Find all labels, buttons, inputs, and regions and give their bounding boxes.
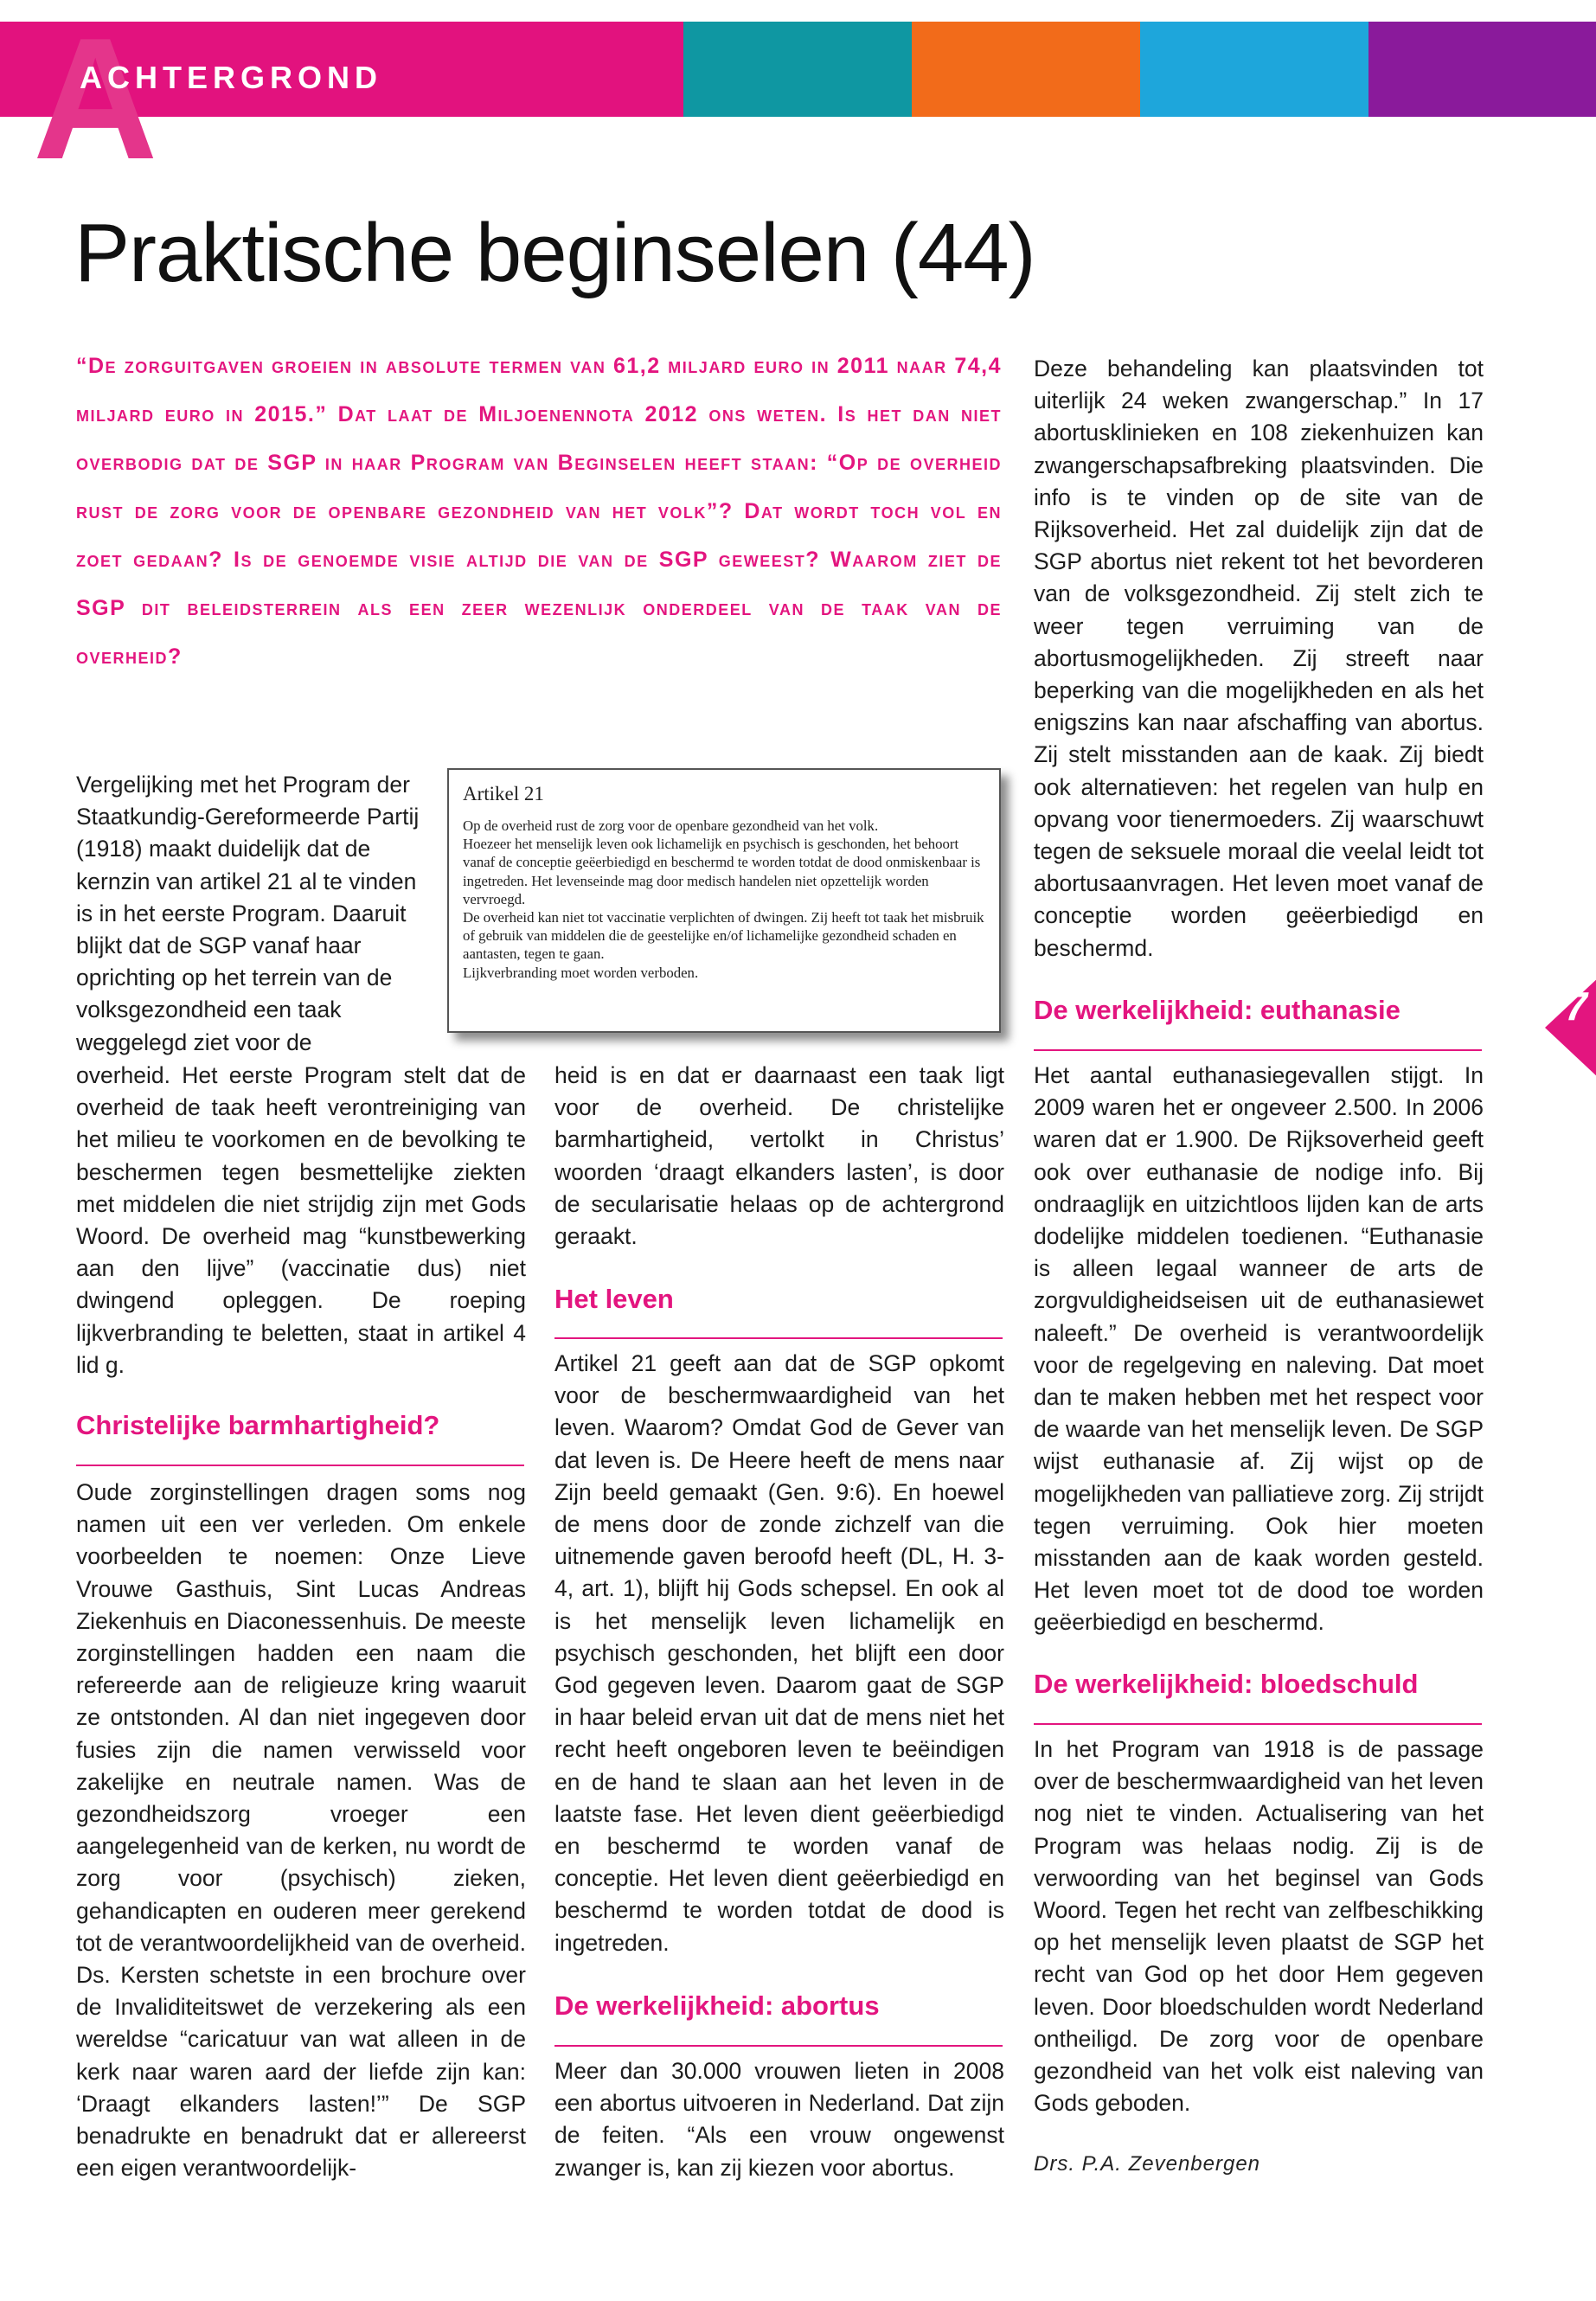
column-2-bottom (554, 2055, 1004, 2184)
col2-paragraph-2: Artikel 21 geeft aan dat de SGP opkomt voor de beschermwaardigheid van het leven. Waarom? Omdat God de Gever van dat leven is. De Heere heeft de mens naar Zijn beeld gemaakt (Gen. 9:6). En hoewel de mens door de zonde zichzelf van die uitnemende gaven beroofd heeft (DL, H. 3-4, art. 1), blijft hij Gods schepsel. En ook al is het menselijk leven lichamelijk en psychisch geschonden, het blijft een door God gegeven leven. Daarom gaat de SGP in haar beleid ervan uit dat de mens niet het recht heeft ongeboren leven te beëindigen en de hand te slaan aan het leven in de laatste fase. Het leven dient geëerbiedigd en beschermd te worden vanaf de conceptie. Het leven dient geëerbiedigd en beschermd te worden totdat de dood is ingetreden. (554, 1350, 1004, 1956)
column-2-middle (554, 1348, 1004, 1959)
col3-heading-2-wrap (1034, 1666, 1484, 1702)
artikel-box-text (463, 817, 985, 982)
artikel-box-title: Artikel 21 (463, 783, 544, 804)
page-number: 7 (1565, 984, 1587, 1029)
artikel-paragraph: Hoezeer het menselijk leven ook lichamelijk en psychisch is geschonden, het behoort vanaf de conceptie geëerbiedigd en beschermd te worden totdat de dood onmiskenbaar is ingetreden. Het levenseinde mag door medisch handelen niet opzettelijk worden vervroegd. (463, 836, 981, 907)
artikel-21-box (447, 768, 1001, 1033)
stripe-segment-purple (1368, 22, 1596, 117)
stripe-segment-orange (912, 22, 1140, 117)
intro-lead: “De zorguitgaven groeien in absolute termen van 61,2 miljard euro in 2011 naar 74,4 miljard euro in 2015.” Dat laat de Miljoenennota 2012 ons weten. Is het dan niet overbodig dat de SGP in haar Program van Beginselen heeft staan: “Op de overheid rust de zorg voor de openbare gezondheid van het volk”? Dat wordt toch vol en zoet gedaan? Is de genoemde visie altijd die van de SGP geweest? Waarom ziet de SGP dit beleidsterrein als een zeer wezenlijk onderdeel van de taak van de overheid? (76, 354, 1003, 669)
col1-heading-wrap (76, 1407, 526, 1444)
heading-rule (76, 1465, 524, 1466)
col2-heading-1-wrap (554, 1281, 1004, 1317)
col2-paragraph-1: heid is en dat er daarnaast een taak ligt voor de overheid. De christelijke barmhartigheid, vertolkt in Christus’ woorden ‘draagt elkanders lasten’, is door de secularisatie helaas op de achtergrond geraakt. (554, 1062, 1004, 1250)
col2-heading-2-wrap (554, 1988, 1004, 2024)
heading-rule (554, 2045, 1003, 2047)
column-3-middle (1034, 1060, 1484, 1639)
heading-rule (554, 1337, 1003, 1339)
heading-abortus: De werkelijkheid: abortus (554, 1990, 880, 2021)
author-byline: Drs. P.A. Zevenbergen (1034, 2152, 1261, 2176)
artikel-paragraph: De overheid kan niet tot vaccinatie verplichten of dwingen. Zij heeft tot taak het misbruik of gebruik van middelen die de geestelijke en/of lichamelijke gezondheid schaden en aantasten, tegen te gaan. (463, 909, 984, 963)
col1-paragraph-1-rest: overheid. Het eerste Program stelt dat de overheid de taak heeft verontreiniging van het milieu te voorkomen en de bevolking te beschermen tegen besmettelijke ziekten met middelen die niet strijdig zijn met Gods Woord. De overheid mag “kunstbewerking aan den lijve” (vaccinatie dus) niet dwingend opleggen. De roeping lijkverbranding te beletten, staat in artikel 4 lid g. (76, 1062, 526, 1378)
stripe-segment-teal (683, 22, 912, 117)
col3-heading-1-wrap (1034, 992, 1484, 1029)
col3-paragraph-2: Het aantal euthanasiegevallen stijgt. In 2009 waren het er ongeveer 2.500. In 2006 waren dat er 1.900. De Rijksoverheid geeft ook over euthanasie de nodige info. Bij ondraaglijk en uitzichtloos lijden kan de arts dodelijke middelen toedienen. “Euthanasie is alleen legaal wanneer de arts de zorgvuldigheidseisen uit de euthanasiewet naleeft.” De overheid is verantwoordelijk voor de regelgeving en naleving. Dat moet dan te maken hebben met het respect voor de waarde van het menselijk leven. De SGP wijst euthanasie af. Zij wijst op de mogelijkheden van palliatieve zorg. Zij strijdt tegen verruiming. Ook hier moeten misstanden aan de kaak worden gesteld. Het leven moet tot de dood toe worden geëerbiedigd en beschermd. (1034, 1062, 1484, 1636)
section-letter-logo: A (33, 30, 158, 169)
heading-het-leven: Het leven (554, 1284, 674, 1314)
heading-bloedschuld: De werkelijkheid: bloedschuld (1034, 1669, 1419, 1699)
col1-paragraph-2: Oude zorginstellingen dragen soms nog namen uit een ver verleden. Om enkele voorbeelden te noemen: Onze Lieve Vrouwe Gasthuis, Sint Lucas Andreas Ziekenhuis en Diaconessenhuis. De meeste zorginstellingen hadden een naam die refereerde aan de religieuze kring waaruit ze ontstonden. Al dan niet ingegeven door fusies zijn die namen verwisseld voor zakelijke en neutrale namen. Was de gezondheidszorg vroeger een aangelegenheid van de kerken, nu wordt de zorg voor (psychisch) zieken, gehandicapten en ouderen meer gerekend tot de verantwoordelijkheid van de overheid. Ds. Kersten schetste in een brochure over de Invaliditeitswet de verzekering als een wereldse “caricatuur van wat alleen in de kerk naar waren aard der liefde zijn kan: ‘Draagt elkanders lasten!’” De SGP benadrukte en benadrukt dat er allereerst een eigen verantwoordelijk- (76, 1479, 526, 2182)
column-1 (76, 1060, 526, 1381)
col3-paragraph-3: In het Program van 1918 is de passage over de beschermwaardigheid van het leven nog niet te vinden. Actualisering van het Program was helaas nodig. Zij is de verwoording van het beginsel van Gods Woord. Tegen het recht van zelfbeschikking op het menselijk leven plaatst de SGP het recht van God op het door Hem gegeven leven. Door bloedschulden wordt Nederland ontheiligd. De zorg voor de openbare gezondheid van het volk eist naleving van Gods geboden. (1034, 1736, 1484, 2117)
col3-paragraph-1: Deze behandeling kan plaatsvinden tot uiterlijk 24 weken zwangerschap.” In 17 abortusklinieken en 108 ziekenhuizen kan zwangerschapsafbreking plaatsvinden. Die info is te vinden op de site van de Rijksoverheid. Het zal duidelijk zijn dat de SGP abortus niet rekent tot het bevorderen van de volksgezondheid. Zij stelt zich te weer tegen verruiming van de abortusmogelijkheden. Zij streeft naar beperking van die mogelijkheden en als het enigszins kan naar afschaffing van abortus. Zij stelt misstanden aan de kaak. Zij biedt ook alternatieven: het regelen van hulp en opvang voor tienermoeders. Zij waarschuwt tegen de seksuele moraal die veelal leidt tot abortusaanvragen. Het leven moet vanaf de conceptie worden geëerbiedigd en beschermd. (1034, 356, 1484, 961)
heading-christelijke-barmhartigheid: Christelijke barmhartigheid? (76, 1410, 440, 1440)
heading-euthanasie: De werkelijkheid: euthanasie (1034, 995, 1401, 1025)
column-2-top (554, 1060, 1004, 1253)
heading-rule (1034, 1049, 1482, 1051)
stripe-segment-blue (1140, 22, 1368, 117)
column-3-bottom (1034, 1734, 1484, 2119)
artikel-paragraph: Lijkverbranding moet worden verboden. (463, 964, 699, 981)
col1-paragraph-1-wrapped: Vergelijking met het Program der Staatkundig-Gereformeerde Partij (1918) maakt duidelijk dat de kernzin van artikel 21 al te vinden is in het eerste Program. Daaruit blijkt dat de SGP vanaf haar oprichting op het terrein van de volksgezondheid een taak weggelegd ziet voor de (76, 772, 420, 1055)
artikel-paragraph: Op de overheid rust de zorg voor de openbare gezondheid van het volk. (463, 817, 879, 834)
column-1-top (76, 769, 426, 1059)
column-3-top (1034, 353, 1484, 965)
column-1-bottom (76, 1477, 526, 2184)
heading-rule (1034, 1723, 1482, 1725)
col2-paragraph-3: Meer dan 30.000 vrouwen lieten in 2008 een abortus uitvoeren in Nederland. Dat zijn de feiten. “Als een vrouw ongewenst zwanger is, kan zij kiezen voor abortus. (554, 2058, 1004, 2181)
article-title: Praktische beginselen (44) (74, 207, 1035, 299)
section-label: ACHTERGROND (80, 60, 382, 95)
